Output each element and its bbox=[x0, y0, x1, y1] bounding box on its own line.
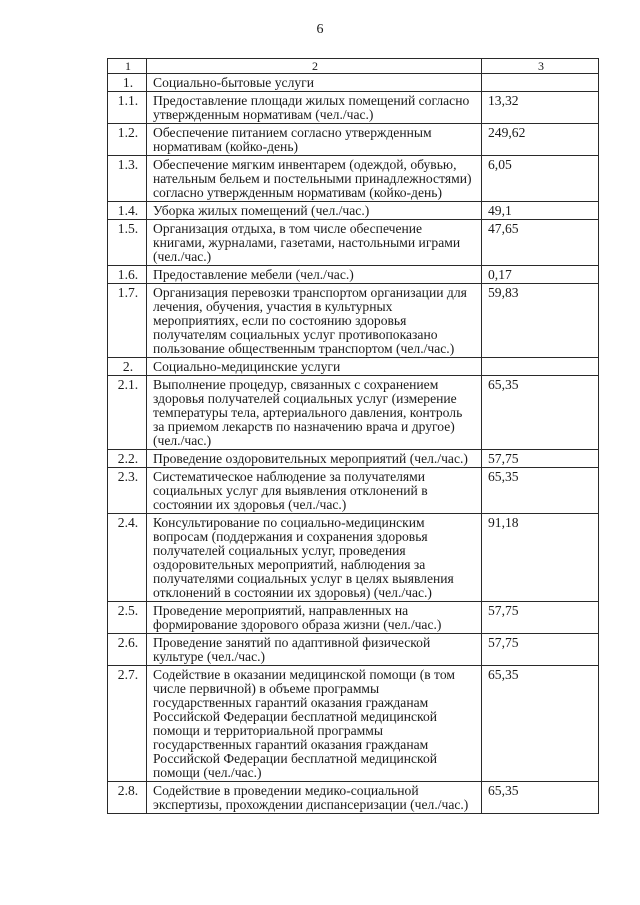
table-row bbox=[108, 266, 599, 284]
row-number: 1.7. bbox=[108, 284, 147, 358]
section-row-social-medical bbox=[108, 358, 599, 376]
table-row bbox=[108, 156, 599, 202]
service-name: Уборка жилых помещений (чел./час.) bbox=[147, 202, 482, 220]
table-row bbox=[108, 124, 599, 156]
table-row bbox=[108, 450, 599, 468]
row-number: 2.5. bbox=[108, 602, 147, 634]
table-row bbox=[108, 634, 599, 666]
row-number: 2.6. bbox=[108, 634, 147, 666]
table-row bbox=[108, 92, 599, 124]
row-number: 1.6. bbox=[108, 266, 147, 284]
row-value bbox=[482, 358, 599, 376]
row-value: 249,62 bbox=[482, 124, 599, 156]
row-value: 65,35 bbox=[482, 376, 599, 450]
row-value: 65,35 bbox=[482, 782, 599, 814]
table-row bbox=[108, 782, 599, 814]
service-name: Выполнение процедур, связанных с сохранением здоровья получателей социальных услуг (измерение температуры тела, артериального давления, контроль за приемом лекарств по назначению врача и другое) (чел./час.) bbox=[147, 376, 482, 450]
section-title: Социально-бытовые услуги bbox=[147, 74, 482, 92]
service-name: Проведение оздоровительных мероприятий (чел./час.) bbox=[147, 450, 482, 468]
table-row bbox=[108, 376, 599, 450]
row-number: 2.2. bbox=[108, 450, 147, 468]
row-number: 2. bbox=[108, 358, 147, 376]
table-row bbox=[108, 666, 599, 782]
services-table bbox=[107, 58, 599, 814]
service-name: Предоставление площади жилых помещений согласно утвержденным нормативам (чел./час.) bbox=[147, 92, 482, 124]
row-value: 13,32 bbox=[482, 92, 599, 124]
service-name: Организация отдыха, в том числе обеспечение книгами, журналами, газетами, настольными играми (чел./час.) bbox=[147, 220, 482, 266]
service-name: Систематическое наблюдение за получателями социальных услуг для выявления отклонений в состоянии их здоровья (чел./час.) bbox=[147, 468, 482, 514]
table-header-row bbox=[108, 59, 599, 74]
service-name: Организация перевозки транспортом организации для лечения, обучения, участия в культурных мероприятиях, если по состоянию здоровья получателям социальных услуг противопоказано пользование общественным транспортом (чел./час.) bbox=[147, 284, 482, 358]
section-row-social-household bbox=[108, 74, 599, 92]
column-header-value: 3 bbox=[482, 59, 599, 74]
table-row bbox=[108, 602, 599, 634]
row-number: 1.2. bbox=[108, 124, 147, 156]
row-value: 47,65 bbox=[482, 220, 599, 266]
service-name: Обеспечение мягким инвентарем (одеждой, обувью, нательным бельем и постельными принадлежностями) согласно утвержденным нормативам (койко-день) bbox=[147, 156, 482, 202]
table-body bbox=[108, 74, 599, 814]
table-row bbox=[108, 284, 599, 358]
row-value: 57,75 bbox=[482, 634, 599, 666]
row-number: 2.7. bbox=[108, 666, 147, 782]
service-name: Консультирование по социально-медицинским вопросам (поддержания и сохранения здоровья получателей социальных услуг, проведения оздоровительных мероприятий, наблюдения за получателями социальных услуг в целях выявления отклонений в состоянии их здоровья) (чел./час.) bbox=[147, 514, 482, 602]
column-header-number: 1 bbox=[108, 59, 147, 74]
row-number: 2.1. bbox=[108, 376, 147, 450]
row-number: 1.4. bbox=[108, 202, 147, 220]
row-number: 2.8. bbox=[108, 782, 147, 814]
column-header-service: 2 bbox=[147, 59, 482, 74]
row-value: 57,75 bbox=[482, 450, 599, 468]
service-name: Содействие в проведении медико-социальной экспертизы, прохождении диспансеризации (чел./час.) bbox=[147, 782, 482, 814]
row-number: 1.3. bbox=[108, 156, 147, 202]
service-name: Проведение мероприятий, направленных на формирование здорового образа жизни (чел./час.) bbox=[147, 602, 482, 634]
row-value: 91,18 bbox=[482, 514, 599, 602]
service-name: Предоставление мебели (чел./час.) bbox=[147, 266, 482, 284]
row-value: 59,83 bbox=[482, 284, 599, 358]
table-row bbox=[108, 220, 599, 266]
section-title: Социально-медицинские услуги bbox=[147, 358, 482, 376]
row-number: 1. bbox=[108, 74, 147, 92]
service-name: Проведение занятий по адаптивной физической культуре (чел./час.) bbox=[147, 634, 482, 666]
row-value: 6,05 bbox=[482, 156, 599, 202]
row-value: 57,75 bbox=[482, 602, 599, 634]
row-number: 1.1. bbox=[108, 92, 147, 124]
page-number: 6 bbox=[316, 22, 324, 37]
table-row bbox=[108, 202, 599, 220]
row-number: 2.4. bbox=[108, 514, 147, 602]
service-name: Обеспечение питанием согласно утвержденным нормативам (койко-день) bbox=[147, 124, 482, 156]
row-value: 0,17 bbox=[482, 266, 599, 284]
row-value: 65,35 bbox=[482, 468, 599, 514]
row-value: 65,35 bbox=[482, 666, 599, 782]
table-row bbox=[108, 468, 599, 514]
row-value bbox=[482, 74, 599, 92]
table-row bbox=[108, 514, 599, 602]
service-name: Содействие в оказании медицинской помощи (в том числе первичной) в объеме программы государственных гарантий оказания гражданам Российской Федерации бесплатной медицинской помощи и территориальной программы государственных гарантий оказания гражданам Российской Федерации бесплатной медицинской помощи (чел./час.) bbox=[147, 666, 482, 782]
row-number: 1.5. bbox=[108, 220, 147, 266]
row-number: 2.3. bbox=[108, 468, 147, 514]
row-value: 49,1 bbox=[482, 202, 599, 220]
